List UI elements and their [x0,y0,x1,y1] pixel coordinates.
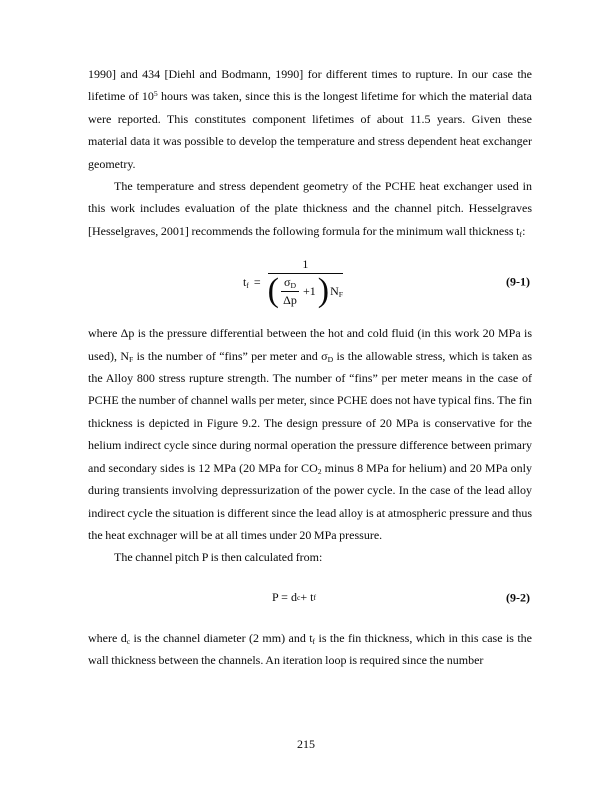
eq1-equals-sign: = [253,274,261,289]
eq1-fraction [268,257,343,308]
eq1-sigma: σ [283,274,291,289]
eq1-plus-one: +1 [302,283,316,298]
page-number: 215 [297,737,315,751]
paragraph-design-pressure: where Δp is the pressure differential between the hot and cold fluid (in this work 20 MPa is used), $N_F$ is the number of “fins” per meter and $\sigma_D$ is the allowable stress, which is taken as the Alloy 800 stress rupture strength. The number of “fins” per meter means in the case of PCHE the number of channel walls per meter, since PCHE does not have typical fins. The fin thickness is depicted in Figure 9.2. The design pressure of 20 MPa is conservative for the helium indirect cycle since during normal operation the pressure difference between primary and secondary sides is 12 MPa (20 MPa for $CO_2$ minus 8 MPa for helium) and 20 MPa only during transients involving depressurization of the power cycle. In the case of the lead alloy indirect cycle the situation is different since the lead alloy is at atmospheric pressure and thus the heat exchnager will be at all times under 20 MPa pressure. [88,326,532,542]
eq1-lhs-var: t [242,274,247,289]
equation-9-1-body [243,257,345,308]
open-paren: ( [267,272,279,310]
paragraph-pche-geometry: The temperature and stress dependent geometry of the PCHE heat exchanger used in this work includes evaluation of the plate thickness and the channel pitch. Hesselgraves [Hesselgraves, 2001] recommends the following formula for the minimum wall thickness $t_f$: [88,179,532,239]
equation-9-1-label: (9-1) [506,274,530,289]
close-paren: ) [317,272,330,310]
equation-9-2-body: P = d c + t f [271,590,317,605]
paragraph-iteration: where $d_c$ is the channel diameter (2 mm) and $t_f$ is the fin thickness, which in this case is the wall thickness between the channels. An iteration loop is required since the number [88,630,533,668]
eq1-coefficient-var: N [330,283,339,298]
eq1-denominator [268,274,343,308]
eq1-inner-fraction [281,275,299,308]
eq1-numerator: 1 [268,257,343,274]
eq1-coefficient [330,284,343,299]
eq1-lhs [243,275,249,290]
equation-9-1 [88,248,532,316]
equation-9-2-label: (9-2) [506,590,530,605]
text-column [88,63,532,672]
eq1-lhs-sub: f [246,280,249,290]
eq1-sigma-sub: D [290,280,296,290]
paragraph-channel-pitch: The channel pitch P is then calculated from: [114,550,323,565]
eq1-coefficient-sub: F [338,289,344,299]
eq1-inner-numerator [281,275,299,292]
paragraph-rupture-lifetime: 1990] and 434 [Diehl and Bodmann, 1990] for different times to rupture. In our case the lifetime of $10^5$ hours was taken, since this is the longest lifetime for which the material data were reported. This constitutes component lifetimes of about 11.5 years. Given these material data it was possible to develop the temperature and stress dependent heat exchanger geometry. [88,67,532,171]
equation-9-2 [88,583,532,613]
eq1-inner-denominator: Δp [283,292,297,307]
